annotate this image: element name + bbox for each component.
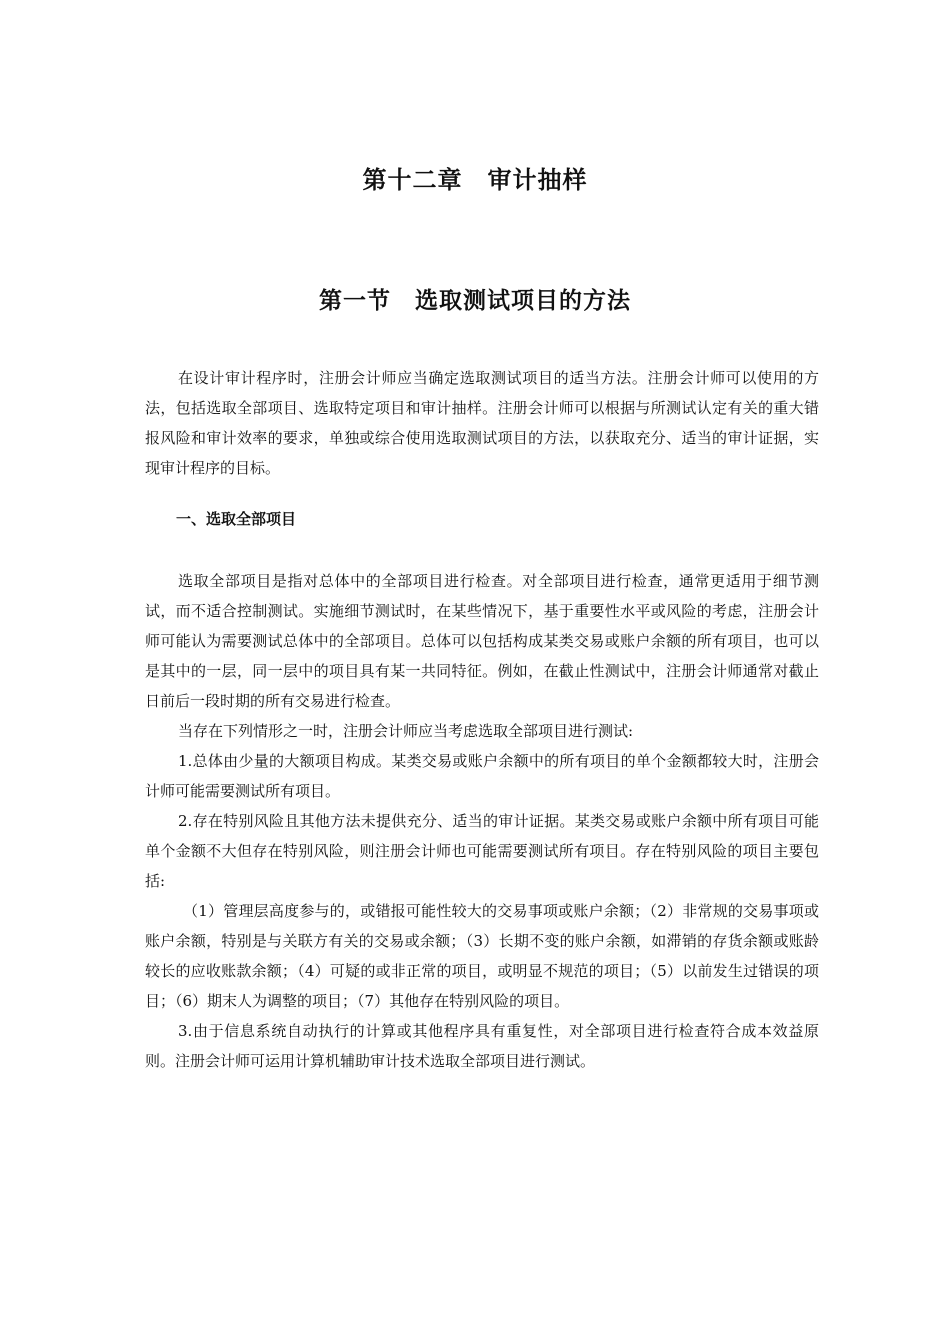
intro-block bbox=[145, 363, 819, 483]
paragraph: 1.总体由少量的大额项目构成。某类交易或账户余额中的所有项目的单个金额都较大时，注册会计师可能需要测试所有项目。 bbox=[145, 752, 819, 800]
chapter-title: 第十二章 审计抽样 bbox=[362, 166, 588, 194]
section-title: 第一节 选取测试项目的方法 bbox=[319, 288, 631, 314]
paragraph: 3.由于信息系统自动执行的计算或其他程序具有重复性，对全部项目进行检查符合成本效益原则。注册会计师可运用计算机辅助审计技术选取全部项目进行测试。 bbox=[145, 1022, 819, 1070]
paragraph: 2.存在特别风险且其他方法未提供充分、适当的审计证据。某类交易或账户余额中所有项目可能单个金额不大但存在特别风险，则注册会计师也可能需要测试所有项目。存在特别风险的项目主要包括: bbox=[145, 812, 819, 890]
paragraph: 选取全部项目是指对总体中的全部项目进行检查。对全部项目进行检查，通常更适用于细节测试，而不适合控制测试。实施细节测试时，在某些情况下，基于重要性水平或风险的考虑，注册会计师可能认为需要测试总体中的全部项目。总体可以包括构成某类交易或账户余额的所有项目，也可以是其中的一层，同一层中的项目具有某一共同特征。例如，在截止性测试中，注册会计师通常对截止日前后一段时期的所有交易进行检查。 bbox=[145, 572, 819, 710]
paragraph: 当存在下列情形之一时，注册会计师应当考虑选取全部项目进行测试: bbox=[178, 722, 634, 740]
body-block bbox=[145, 566, 819, 1076]
subsection-heading: 一、选取全部项目 bbox=[176, 510, 297, 528]
paragraph: （1）管理层高度参与的，或错报可能性较大的交易事项或账户余额；（2）非常规的交易事项或账户余额，特别是与关联方有关的交易或余额；（3）长期不变的账户余额，如滞销的存货余额或账龄较长的应收账款余额；（4）可疑的或非正常的项目，或明显不规范的项目；（5）以前发生过错误的项目；（6）期末人为调整的项目；（7）其他存在特别风险的项目。 bbox=[145, 902, 819, 1010]
intro-paragraph: 在设计审计程序时，注册会计师应当确定选取测试项目的适当方法。注册会计师可以使用的方法，包括选取全部项目、选取特定项目和审计抽样。注册会计师可以根据与所测试认定有关的重大错报风险和审计效率的要求，单独或综合使用选取测试项目的方法，以获取充分、适当的审计证据，实现审计程序的目标。 bbox=[145, 369, 819, 477]
